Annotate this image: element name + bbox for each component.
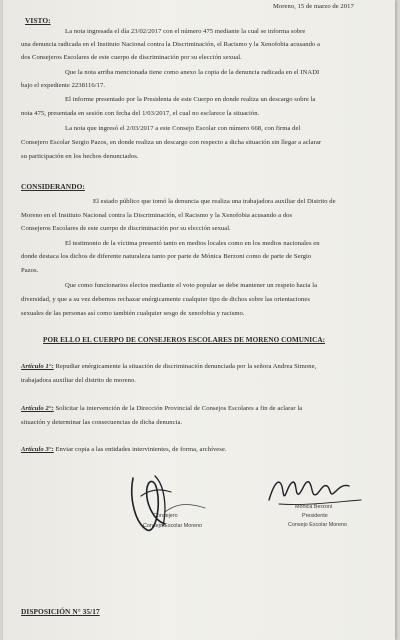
- visto-line: Consejero Escolar Sergio Pazos, en donde realiza un descargo con respecto a dicha situación sin llegar a aclarar: [21, 139, 322, 146]
- visto-line: una denuncia radicada en el Instituto Nacional contra la Discriminación, el Racismo y la Xenofobia acusando a: [21, 41, 320, 48]
- visto-line: El informe presentado por la Presidenta de este Cuerpo en donde realiza un descargo sobre la: [65, 96, 316, 103]
- comunica-heading: POR ELLO EL CUERPO DE CONSEJEROS ESCOLARES DE MORENO COMUNICA:: [43, 336, 326, 344]
- articulo-text: Enviar copia a las entidades intervinientes, de forma, archívese.: [55, 446, 227, 453]
- visto-heading: VISTO:: [25, 16, 51, 25]
- left-stamp-line: Consejo Escolar Moreno: [143, 523, 203, 529]
- document-page: [3, 0, 395, 640]
- articulo-2: [21, 406, 302, 413]
- considerando-line: El estado público que tomó la denuncia que realiza una trabajadora auxiliar del Distrito de: [93, 198, 336, 205]
- right-stamp-line: Mónica Berzoni: [295, 504, 333, 510]
- considerando-line: Consejeros Escolares de este cuerpo de discriminación por su elección sexual.: [21, 225, 231, 232]
- considerando-line: sexuales de las personas así como también cualquier sesgo de xenofobia y racismo.: [21, 310, 245, 317]
- articulo-label: Artículo 2°:: [21, 405, 54, 412]
- articulo-3: [21, 447, 227, 454]
- articulo-label: Artículo 3°:: [21, 446, 54, 453]
- articulo-text: Repudiar enérgicamente la situación de discriminación denunciada por la señora Andrea Simone,: [55, 363, 317, 370]
- considerando-line: diversidad, y que a su vez debemos rechazar enérgicamente cualquier tipo de dichos sobre las orientaciones: [21, 296, 310, 303]
- left-stamp-line: Consejero: [153, 513, 178, 519]
- visto-line: Que la nota arriba mencionada tiene como anexo la copia de la denuncia radicada en el INADI: [65, 69, 320, 76]
- disposicion-number: DISPOSICIÓN N° 35/17: [21, 607, 100, 616]
- articulo-line: situación y determinar las consecuencias de dicha denuncia.: [21, 419, 183, 426]
- considerando-line: Moreno en el Instituto Nacional contra la Discriminación, el Racismo y la Xenofobia acusando a dos: [21, 212, 293, 219]
- visto-line: su participación en los hechos denunciados.: [21, 153, 139, 160]
- date-line: Moreno, 15 de marzo de 2017: [273, 3, 354, 10]
- right-stamp-line: Presidente: [302, 513, 328, 519]
- visto-line: nota 475, presentada en sesión con fecha del 1/03/2017, el cual no esclarece la situación.: [21, 110, 260, 117]
- considerando-heading: CONSIDERANDO:: [21, 182, 85, 191]
- considerando-line: El testimonio de la víctima presentó tanto en medios locales como en los medios nacionales en: [65, 240, 320, 247]
- considerando-line: Que como funcionarios electos mediante el voto popular se debe mantener un respeto hacia la: [65, 282, 318, 289]
- visto-line: bajo el expediente 2238116/17.: [21, 82, 106, 89]
- considerando-line: Pazos.: [21, 267, 39, 274]
- visto-line: La nota que ingresó el 2/03/2017 a este Consejo Escolar con número 668, con firma del: [65, 125, 301, 132]
- considerando-line: donde destaca los dichos de diferente naturaleza tanto por parte de Mónica Berzoni como de parte de Sergio: [21, 253, 312, 260]
- visto-line: dos Consejeros Escolares de este cuerpo de discriminación por su elección sexual.: [21, 54, 242, 61]
- articulo-1: [21, 364, 316, 371]
- visto-line: La nota ingresada el día 23/02/2017 con el número 475 mediante la cual se informa sobre: [65, 28, 306, 35]
- right-stamp-line: Consejo Escolar Moreno: [288, 522, 348, 528]
- articulo-text: Solicitar la intervención de la Dirección Provincial de Consejos Escolares a fin de aclarar la: [55, 405, 303, 412]
- articulo-line: trabajadora auxiliar del distrito de moreno.: [21, 377, 136, 384]
- articulo-label: Artículo 1°:: [21, 363, 54, 370]
